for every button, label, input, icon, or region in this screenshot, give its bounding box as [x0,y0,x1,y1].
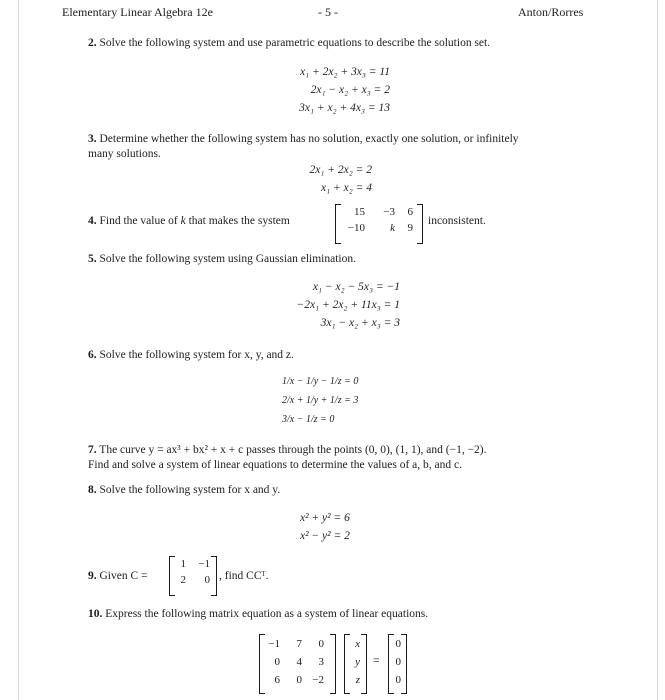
problem-text: Express the following matrix equation as a system of linear equations. [105,608,429,620]
problem-5-equations [258,278,400,332]
problem-number: 7. [88,444,97,456]
equation-line: 2/x + 1/y + 1/z = 3 [282,395,359,406]
matrix-cell: 7 [296,638,302,650]
matrix-cell: 2 [180,574,186,586]
equation-line: x² − y² = 2 [300,530,350,542]
matrix-cell: 0 [296,674,302,686]
vector-cell: x [355,638,360,650]
matrix-cell: 0 [318,638,324,650]
right-bracket [211,556,217,596]
problem-2-equations [278,63,390,117]
matrix-cell: 6 [274,674,280,686]
vector-cell: 0 [395,638,401,650]
problem-text-before: Find the value of [99,215,178,227]
problem-number: 9. [88,570,97,582]
problem-2 [88,37,490,49]
problem-8-equations [300,509,350,545]
problem-3-equations [290,161,372,197]
problem-text: Solve the following system for x, y, and z. [99,349,294,361]
variable-k: k [180,215,186,227]
equation-line: x₁ + 2x₂ + 3x₃ = 11 [300,66,390,78]
matrix-cell: 0 [274,656,280,668]
equals-sign: = [373,655,380,667]
equation-line: 1/x − 1/y − 1/z = 0 [282,376,359,387]
right-bracket [330,634,336,694]
problem-9-matrix-c [176,558,210,586]
right-bracket [361,634,367,694]
problem-text: Solve the following system for x and y. [99,484,281,496]
problem-10-coefficient-matrix [264,637,324,687]
vector-cell: 0 [395,674,401,686]
problem-text-before: Given C = [99,570,148,582]
equation-line: −2x₁ + 2x₂ + 11x₃ = 1 [296,299,400,311]
problem-text: The curve y = ax³ + bx² + x + c passes through the points (0, 0), (1, 1), and (−1, −2). [99,444,487,456]
vector-cell: y [355,656,360,668]
matrix-cell: −2 [312,674,324,686]
problem-number: 5. [88,253,97,265]
matrix-cell: 1 [180,558,186,570]
problem-10-rhs-vector [393,637,401,687]
problem-text: Solve the following system and use parametric equations to describe the solution set. [99,37,491,49]
problem-6 [88,349,294,361]
problem-7 [88,444,487,456]
equation-line: 3/x − 1/z = 0 [282,414,335,425]
right-bracket [401,634,407,694]
problem-9-text-after: , find CCᵀ. [219,570,269,582]
right-bracket [417,204,423,244]
matrix-cell: 9 [407,222,413,234]
equation-line: x² + y² = 6 [300,512,350,524]
problem-number: 2. [88,37,97,49]
equation-line: 2x₁ + 2x₂ = 2 [309,164,372,176]
matrix-cell: 3 [318,656,324,668]
matrix-cell: −10 [347,222,365,234]
problem-number: 3. [88,133,97,145]
problem-10-variable-vector [350,637,360,687]
problem-10 [88,608,428,620]
equation-line: 3x₁ − x₂ + x₃ = 3 [320,317,400,329]
problem-8 [88,484,280,496]
vector-cell: z [355,674,360,686]
matrix-cell: 4 [296,656,302,668]
problem-4-text-after: inconsistent. [428,215,486,227]
left-bracket [335,204,341,244]
problem-text-mid: that makes the system [188,215,290,227]
matrix-cell: k [390,222,395,234]
problem-number: 6. [88,349,97,361]
header-book-title: Elementary Linear Algebra 12e [62,5,213,19]
equation-line: 2x₁ − x₂ + x₃ = 2 [310,84,390,96]
problem-text: Solve the following system using Gaussian elimination. [99,253,356,265]
problem-4-augmented-matrix [343,206,413,234]
problem-5 [88,253,356,265]
left-bracket [169,556,175,596]
matrix-cell: 15 [354,206,365,218]
problem-4 [88,215,290,227]
problem-number: 4. [88,215,97,227]
matrix-cell: −1 [198,558,210,570]
problem-9 [88,570,148,582]
problem-3 [88,133,519,145]
matrix-cell: 6 [407,206,413,218]
problem-7-text-cont: Find and solve a system of linear equations to determine the values of a, b, and c. [88,459,462,471]
equation-line: 3x₁ + x₂ + 4x₃ = 13 [299,102,390,114]
matrix-cell: −3 [383,206,395,218]
equation-line: x₁ + x₂ = 4 [321,182,372,194]
problem-3-text-cont: many solutions. [88,148,161,160]
header-page-number: - 5 - [318,5,338,19]
equation-line: x₁ − x₂ − 5x₃ = −1 [312,281,400,293]
header-authors: Anton/Rorres [518,5,584,19]
problem-number: 10. [88,608,103,620]
problem-text: Determine whether the following system has no solution, exactly one solution, or infinitely [99,133,519,145]
problem-6-equations [282,372,358,429]
matrix-cell: −1 [268,638,280,650]
problem-number: 8. [88,484,97,496]
matrix-cell: 0 [204,574,210,586]
vector-cell: 0 [395,656,401,668]
